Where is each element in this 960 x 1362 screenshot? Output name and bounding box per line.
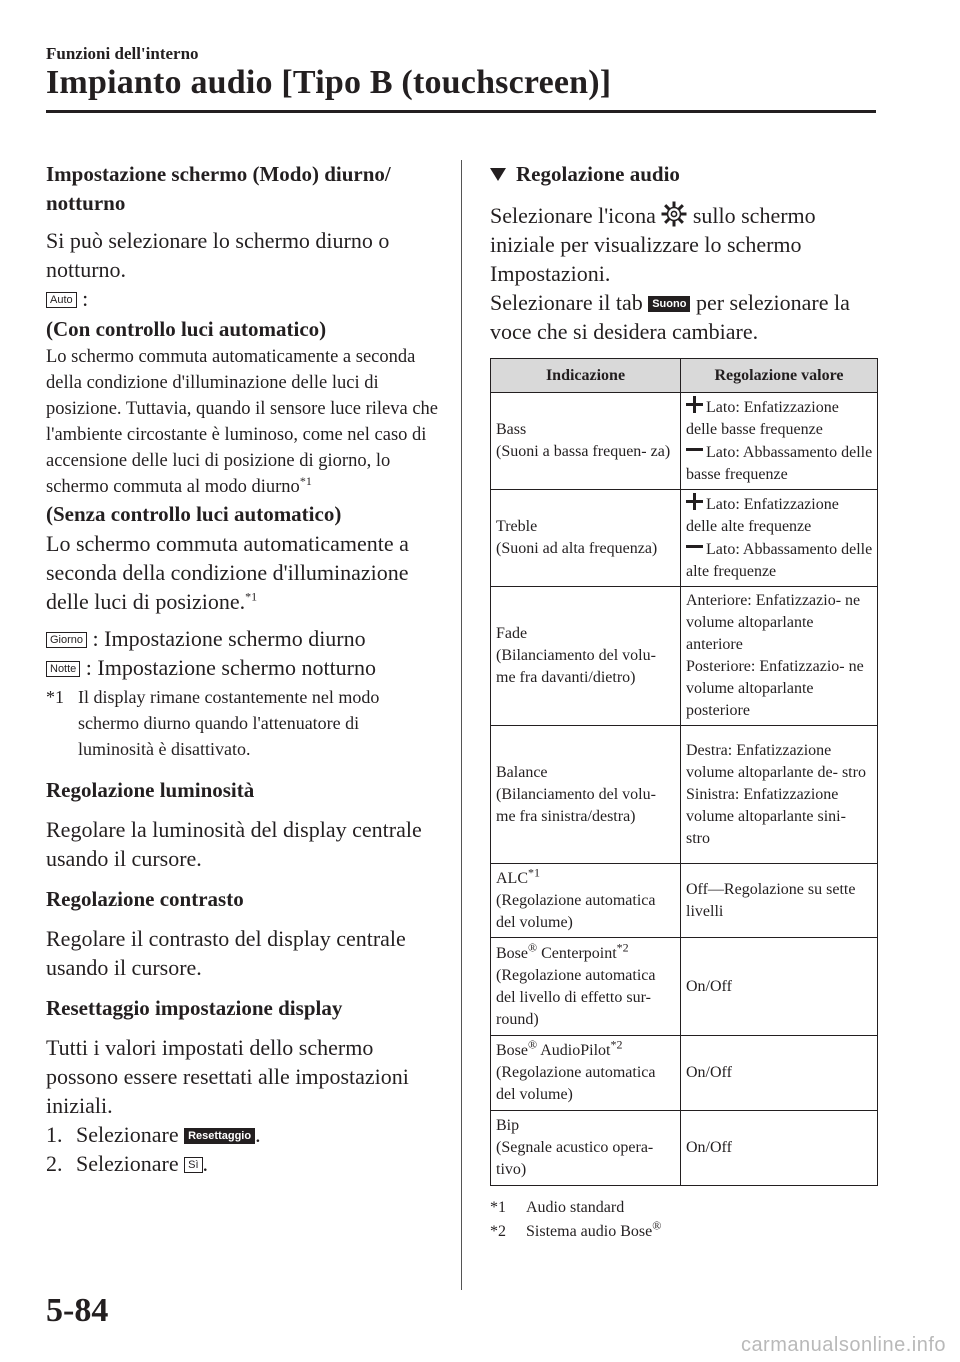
contrast-text: Regolare il contrasto del display centrale usando il cursore. <box>46 926 406 980</box>
audiopilot-valore: On/Off <box>681 1036 878 1111</box>
settings-gear-icon[interactable] <box>661 201 687 227</box>
treble-indicazione: Treble (Suoni ad alta frequenza) <box>491 490 681 587</box>
brightness-text: Regolare la luminosità del display centrale usando il cursore. <box>46 817 422 871</box>
page-title: Impianto audio [Tipo B (touchscreen)] <box>46 64 612 101</box>
centerpoint-valore: On/Off <box>681 938 878 1036</box>
contrast-heading: Regolazione contrasto <box>46 887 244 911</box>
audio-intro-2: Selezionare il tab Suono per selezionare la voce che si desidera cambiare. <box>490 290 850 344</box>
table-header-indicazione: Indicazione <box>491 359 681 393</box>
auto-colon: : <box>82 286 89 311</box>
treble-valore: Lato: Enfatizzazione delle alte frequenze Lato: Abbassamento delle alte frequenze <box>681 490 878 587</box>
page-number: 5-84 <box>46 1292 109 1329</box>
mode-heading: Impostazione schermo (Modo) diurno/ notturno <box>46 162 391 215</box>
minus-icon <box>686 441 703 458</box>
mode-intro: Si può selezionare lo schermo diurno o notturno. <box>46 228 390 282</box>
footnote-1-text: Il display rimane costantemente nel modo schermo diurno quando l'attenuatore di luminosità è disattivato. <box>78 687 380 759</box>
step-2-text: Selezionare Sì . <box>76 1151 209 1176</box>
balance-valore: Destra: Enfatizzazione volume altoparlante de- stro Sinistra: Enfatizzazione volume altoparlante sini- stro <box>681 726 878 864</box>
reset-text: Tutti i valori impostati dello schermo possono essere resettati alle impostazioni iniziali. <box>46 1035 409 1118</box>
footnote-ref-1b: *1 <box>245 589 258 604</box>
bass-indicazione: Bass (Suoni a bassa frequen- za) <box>491 393 681 490</box>
watermark: carmanualsonline.info <box>740 1334 946 1356</box>
triangle-marker-icon <box>490 168 506 181</box>
bip-indicazione: Bip (Segnale acustico opera- tivo) <box>491 1111 681 1186</box>
plus-icon <box>686 396 703 413</box>
audio-title-text: Regolazione audio <box>516 162 680 186</box>
si-button[interactable]: Sì <box>184 1157 202 1173</box>
table-row-fade <box>491 587 878 726</box>
table-header-regolazione: Regolazione valore <box>681 359 878 393</box>
with-control-text: Lo schermo commuta automaticamente a seconda della condizione d'illuminazione delle luci di posizione. Tuttavia, quando il sensore luce rileva che l'ambiente circostante è luminoso, come nel caso di accensione delle luci di posizione di giorno, lo schermo commuta al modo diurno$^{*1}$ <box>46 347 439 497</box>
brightness-heading: Regolazione luminosità <box>46 778 255 802</box>
audio-settings-table <box>490 358 878 1186</box>
fade-indicazione: Fade (Bilanciamento del volu- me fra davanti/dietro) <box>491 587 681 726</box>
plus-icon <box>686 493 703 510</box>
resettaggio-button[interactable]: Resettaggio <box>184 1128 255 1144</box>
step-1-number: 1. <box>46 1122 63 1147</box>
table-row-audiopilot <box>491 1036 878 1111</box>
balance-indicazione: Balance (Bilanciamento del volu- me fra sinistra/destra) <box>491 726 681 864</box>
bass-valore: Lato: Enfatizzazione delle basse frequenze Lato: Abbassamento delle basse frequenze <box>681 393 878 490</box>
fade-valore: Anteriore: Enfatizzazio- ne volume altoparlante anteriore Posteriore: Enfatizzazio- ne volume altoparlante posteriore <box>681 587 878 726</box>
auto-button[interactable]: Auto <box>46 292 77 308</box>
suono-tab-button[interactable]: Suono <box>648 296 690 312</box>
table-row-centerpoint <box>491 938 878 1036</box>
table-footnote-2: *2 Sistema audio Bose® <box>490 1218 662 1240</box>
table-header-row <box>491 359 878 393</box>
alc-valore: Off—Regolazione su sette livelli <box>681 864 878 938</box>
notte-text: : Impostazione schermo notturno <box>85 655 377 680</box>
bip-valore: On/Off <box>681 1111 878 1186</box>
without-control-heading: (Senza controllo luci automatico) <box>46 502 342 526</box>
right-column <box>490 160 880 1244</box>
giorno-line <box>46 624 438 653</box>
footnote-1 <box>46 684 438 762</box>
table-row-bip <box>491 1111 878 1186</box>
table-row-treble <box>491 490 878 587</box>
title-rule <box>46 110 876 113</box>
audio-section-title <box>490 160 880 189</box>
giorno-button[interactable]: Giorno <box>46 632 87 648</box>
reset-step-2 <box>46 1149 438 1178</box>
minus-icon <box>686 538 703 555</box>
without-control-text: Lo schermo commuta automaticamente a seconda della condizione d'illuminazione delle luci di posizione.$^{*1}$ <box>46 531 409 614</box>
notte-button[interactable]: Notte <box>46 661 80 677</box>
giorno-text: : Impostazione schermo diurno <box>92 626 366 651</box>
table-row-alc <box>491 864 878 938</box>
reset-step-1 <box>46 1120 438 1149</box>
auto-line <box>46 284 438 313</box>
table-row-bass <box>491 393 878 490</box>
audiopilot-indicazione: Bose® AudioPilot$^{*2}$ (Regolazione automatica del volume) <box>491 1036 681 1111</box>
notte-line <box>46 653 438 682</box>
step-2-number: 2. <box>46 1151 63 1176</box>
left-column <box>46 160 438 1178</box>
step-1-text: Selezionare Resettaggio . <box>76 1122 261 1147</box>
alc-indicazione: ALC$^{*1}$ (Regolazione automatica del volume) <box>491 864 681 938</box>
audio-intro: Selezionare l'icona sullo schermo iniziale per visualizzare lo schermo Impostazioni. <box>490 203 816 286</box>
with-control-heading: (Con controllo luci automatico) <box>46 317 327 341</box>
column-divider <box>461 160 462 1290</box>
table-footnote-1: *1 Audio standard <box>490 1199 625 1216</box>
table-row-balance <box>491 726 878 864</box>
section-label: Funzioni dell'interno <box>46 44 199 63</box>
reset-heading: Resettaggio impostazione display <box>46 996 343 1020</box>
footnote-1-mark: *1 <box>46 687 64 707</box>
footnote-ref-1: *1 <box>299 473 312 488</box>
centerpoint-indicazione: Bose® Centerpoint$^{*2}$ (Regolazione automatica del livello di effetto sur- round) <box>491 938 681 1036</box>
